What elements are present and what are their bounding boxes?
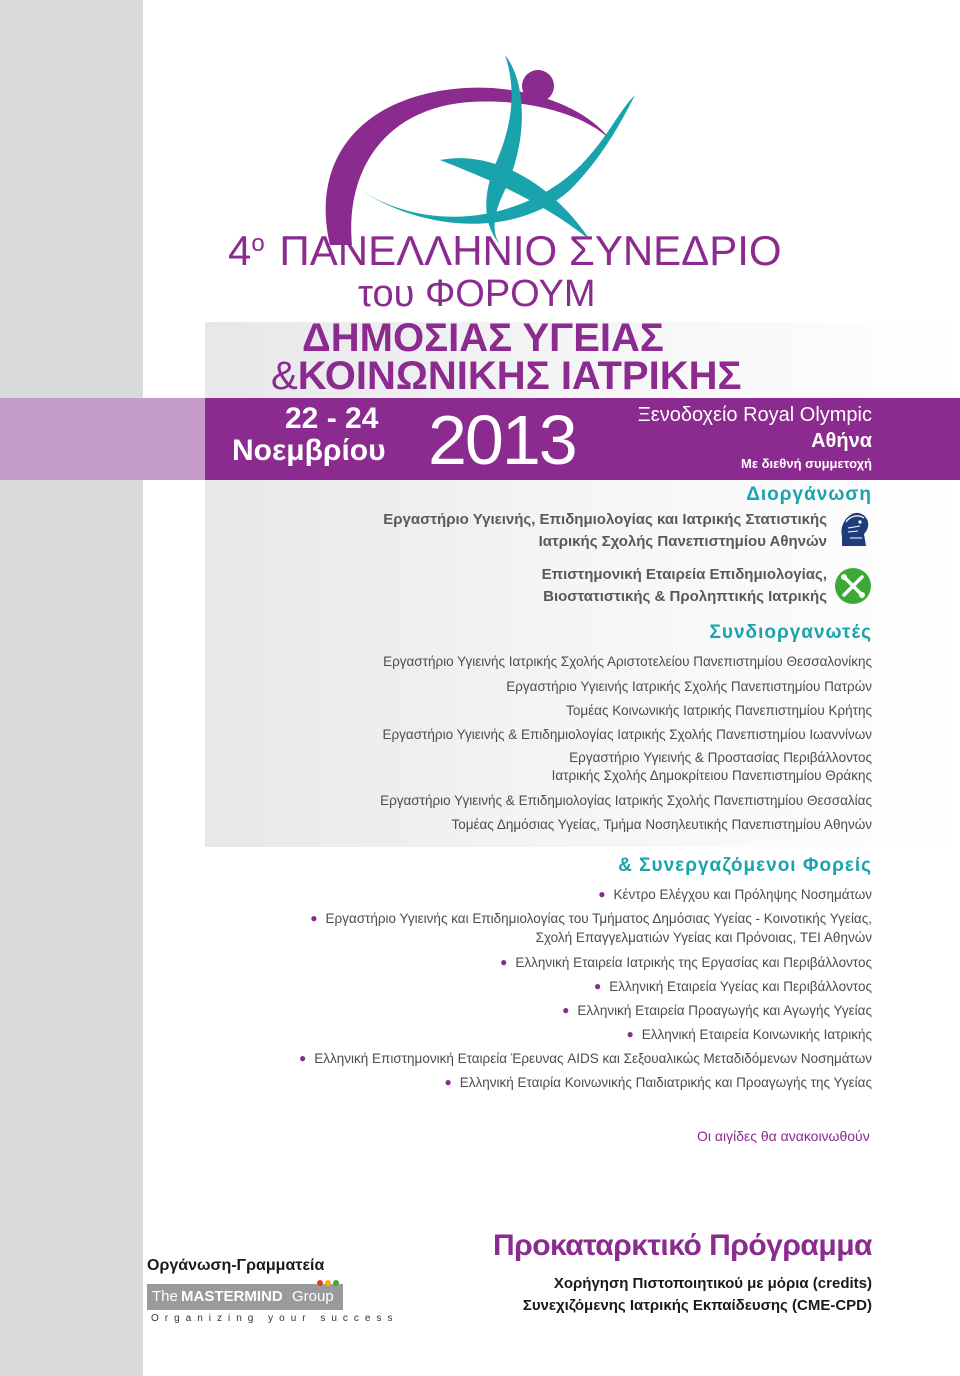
coorganizer-item: Εργαστήριο Υγιεινής Ιατρικής Σχολής Πανεπιστημίου Πατρών [506, 679, 872, 694]
venue: Ξενοδοχείο Royal Olympic [637, 404, 872, 426]
bullet-icon: ● [310, 911, 318, 925]
partner-item [445, 1075, 872, 1090]
year: 2013 [428, 401, 576, 479]
conference-swoosh-logo [290, 40, 650, 250]
organizer-society-line-1: Επιστημονική Εταιρεία Επιδημιολογίας, [541, 566, 827, 583]
edition-number: 4 [228, 227, 252, 274]
bullet-icon: ● [444, 1075, 452, 1089]
date-range: 22 - 24 [285, 402, 379, 435]
partner-item [598, 887, 872, 902]
partner-text: Ελληνική Εταιρεία Προαγωγής και Αγωγής Υγείας [577, 1003, 872, 1018]
organizer-society-line-2: Βιοστατιστικής & Προληπτικής Ιατρικής [543, 588, 827, 605]
title-line-2: του ΦΟΡΟΥΜ [358, 273, 596, 315]
bullet-icon: ● [299, 1051, 307, 1065]
organizer-lab-line-2: Ιατρικής Σχολής Πανεπιστημίου Αθηνών [538, 533, 827, 550]
date-band-light [0, 398, 205, 480]
partner-item [299, 1051, 872, 1066]
bullet-icon: ● [562, 1003, 570, 1017]
partner-text: Ελληνική Επιστημονική Εταιρεία Έρευνας AIDS και Σεξουαλικώς Μεταδιδόμενων Νοσημάτων [314, 1051, 872, 1066]
partner-item [562, 1003, 872, 1018]
partner-text: Ελληνική Εταιρία Κοινωνικής Παιδιατρικής και Προαγωγής της Υγείας [459, 1075, 872, 1090]
logo-dot-green [333, 1280, 339, 1286]
coorganizer-item: Εργαστήριο Υγιεινής & Επιδημιολογίας Ιατρικής Σχολής Πανεπιστημίου Θεσσαλίας [380, 793, 872, 808]
partners-heading: & Συνεργαζόμενοι Φορείς [618, 855, 872, 876]
bullet-icon: ● [626, 1027, 634, 1041]
partner-item [310, 911, 872, 926]
logo-mastermind: MASTERMIND [181, 1288, 283, 1305]
organization-heading: Διοργάνωση [746, 484, 872, 505]
logo-group: Group [292, 1288, 334, 1305]
bullet-icon: ● [598, 887, 606, 901]
international-note: Με διεθνή συμμετοχή [741, 456, 872, 471]
coorganizer-item: Εργαστήριο Υγιεινής Ιατρικής Σχολής Αριστοτελείου Πανεπιστημίου Θεσσαλονίκης [383, 654, 872, 669]
title-line-3: ΔΗΜΟΣΙΑΣ ΥΓΕΙΑΣ [302, 316, 664, 360]
logo-dot-yellow [325, 1280, 331, 1286]
date-month: Νοεμβρίου [232, 434, 386, 467]
secretariat-label: Οργάνωση-Γραμματεία [147, 1257, 325, 1274]
title-line-4-text: ΚΟΙΝΩΝΙΚΗΣ ΙΑΤΡΙΚΗΣ [297, 354, 742, 398]
coorganizers-heading: Συνδιοργανωτές [709, 622, 872, 643]
shields-note: Οι αιγίδες θα ανακοινωθούν [697, 1128, 870, 1144]
coorganizer-item: Τομέας Δημόσιας Υγείας, Τμήμα Νοσηλευτικής Πανεπιστημίου Αθηνών [451, 817, 872, 832]
coorganizer-item: Εργαστήριο Υγιεινής & Επιδημιολογίας Ιατρικής Σχολής Πανεπιστημίου Ιωαννίνων [382, 727, 872, 742]
partner-text: Κέντρο Ελέγχου και Πρόληψης Νοσημάτων [613, 887, 872, 902]
coorganizer-item: Τομέας Κοινωνικής Ιατρικής Πανεπιστημίου Κρήτης [566, 703, 872, 718]
partner-text: Εργαστήριο Υγιεινής και Επιδημιολογίας του Τμήματος Δημόσιας Υγείας - Κοινοτικής Υγείας, [325, 911, 872, 926]
credits-line-1: Χορήγηση Πιστοποιητικού με μόρια (credits) [553, 1275, 872, 1292]
partner-item [594, 979, 872, 994]
logo-dot-red [317, 1280, 323, 1286]
bullet-icon: ● [593, 979, 602, 993]
partner-item-continued: Σχολή Επαγγελματιών Υγείας και Πρόνοιας, ΤΕΙ Αθηνών [535, 930, 872, 945]
logo-the: The [152, 1288, 178, 1305]
crossed-tools-icon [834, 567, 872, 605]
title-line-1: ΠΑΝΕΛΛΗΝΙΟ ΣΥΝΕΔΡΙΟ [279, 227, 782, 274]
program-title: Προκαταρκτικό Πρόγραμμα [492, 1229, 872, 1262]
coorganizer-item: Ιατρικής Σχολής Δημοκρίτειου Πανεπιστημίου Θράκης [551, 768, 872, 783]
bullet-icon: ● [500, 955, 508, 969]
credits-line-2: Συνεχιζόμενης Ιατρικής Εκπαίδευσης (CME-CPD) [522, 1297, 872, 1314]
title-line-4 [271, 356, 742, 396]
athena-head-icon [836, 508, 872, 548]
partner-text: Ελληνική Εταιρεία Κοινωνικής Ιατρικής [641, 1027, 872, 1042]
title-ampersand: & [271, 354, 298, 398]
coorganizer-item: Εργαστήριο Υγιεινής & Προστασίας Περιβάλλοντος [569, 750, 872, 765]
partner-text: Ελληνική Εταιρεία Ιατρικής της Εργασίας και Περιβάλλοντος [515, 955, 872, 970]
left-grey-strip [0, 0, 143, 1376]
partner-item [627, 1027, 872, 1042]
organizer-lab-line-1: Εργαστήριο Υγιεινής, Επιδημιολογίας και Ιατρικής Στατιστικής [383, 511, 827, 528]
partner-text: Ελληνική Εταιρεία Υγείας και Περιβάλλοντος [609, 979, 872, 994]
title-edition [228, 227, 782, 274]
partner-item [500, 955, 872, 970]
logo-tagline: Organizing your success [151, 1313, 399, 1324]
city: Αθήνα [811, 430, 872, 452]
edition-superscript: ο [251, 230, 265, 257]
